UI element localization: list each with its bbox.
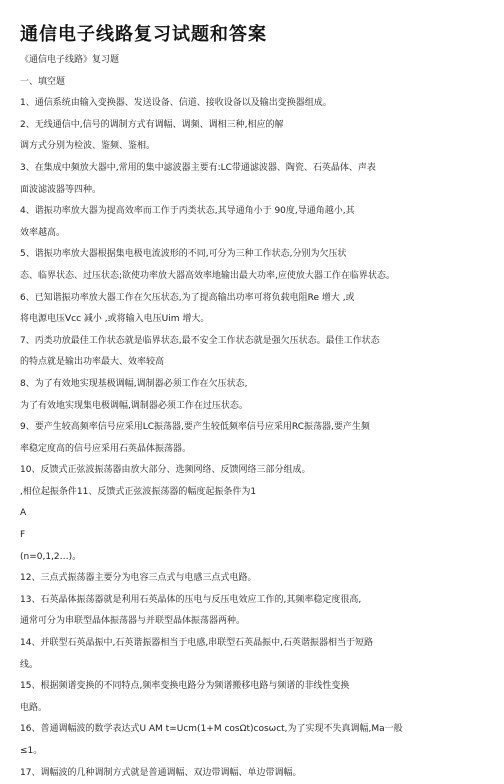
text-line: 率稳定度高的信号应采用石英晶体振荡器。 <box>20 443 192 454</box>
document-body <box>20 50 490 784</box>
text-line: 13、石英晶体振荡器就是利用石英晶体的压电与反压电效应工作的,其频率稳定度很高, <box>20 594 362 605</box>
text-line: 6、已知谐振功率放大器工作在欠压状态,为了提高输出功率可将负载电阻Re 增大 ,或 <box>20 292 355 303</box>
text-line: ,相位起振条件11、反馈式正弦波振荡器的幅度起振条件为1 <box>20 486 257 497</box>
text-line: 10、反馈式正弦波振荡器由放大部分、选频网络、反馈网络三部分组成。 <box>20 465 311 476</box>
text-line: 一、填空题 <box>20 76 66 87</box>
text-line: 7、丙类功放最佳工作状态就是临界状态,最不安全工作状态就是强欠压状态。最佳工作状态 <box>20 335 380 346</box>
text-line: 4、谐振功率放大器为提高效率而工作于丙类状态,其导通角小于 90度,导通角越小,其 <box>20 206 355 217</box>
text-line: 为了有效地实现集电极调幅,调制器必须工作在过压状态。 <box>20 400 248 411</box>
text-line: 16、普通调幅波的数学表达式U AM t=Ucm(1+M cosΩt)cosωct,为了实现不失真调幅,Ma一般 <box>20 724 403 735</box>
text-line: 态、临界状态、过压状态;欲使功率放大器高效率地输出最大功率,应使放大器工作在临界状态。 <box>20 270 395 281</box>
text-line: 面波滤波器等四种。 <box>20 184 102 195</box>
text-line: 线。 <box>20 659 39 670</box>
text-line: 效率越高。 <box>20 227 66 238</box>
text-line: 电路。 <box>20 702 48 713</box>
text-line: 9、要产生较高频率信号应采用LC振荡器,要产生较低频率信号应采用RC振荡器,要产生频 <box>20 422 370 433</box>
text-line: 将电源电压Vcc 减小 ,或将输入电压Uim 增大。 <box>20 314 210 325</box>
text-line: 《通信电子线路》复习题 <box>20 55 120 65</box>
text-line: 8、为了有效地实现基极调幅,调制器必须工作在欠压状态, <box>20 378 248 389</box>
text-line: 2、无线通信中,信号的调制方式有调幅、调频、调相三种,相应的解 <box>20 119 284 130</box>
text-line: 的特点就是输出功率最大、效率较高 <box>20 357 165 368</box>
text-line: A <box>20 508 27 519</box>
text-line: 17、调幅波的几种调制方式就是普通调幅、双边带调幅、单边带调幅。 <box>20 767 302 778</box>
text-line: 15、根据频谱变换的不同特点,频率变换电路分为频谱搬移电路与频谱的非线性变换 <box>20 681 350 692</box>
text-line: (n=0,1,2…)。 <box>20 551 82 562</box>
text-line: 1、通信系统由输入变换器、发送设备、信道、接收设备以及输出变换器组成。 <box>20 98 332 109</box>
text-line: 通常可分为串联型晶体振荡器与并联型晶体振荡器两种。 <box>20 616 246 627</box>
text-line: 14、并联型石英晶振中,石英谐振器相当于电感,串联型石英晶振中,石英谐振器相当于短路 <box>20 638 374 649</box>
text-line: 5、谐振功率放大器根据集电极电流波形的不同,可分为三种工作状态,分别为欠压状 <box>20 249 347 260</box>
text-line: 调方式分别为检波、鉴频、鉴相。 <box>20 141 156 152</box>
page-title: 通信电子线路复习试题和答案 <box>20 24 267 45</box>
text-line: F <box>20 530 26 541</box>
text-line: 3、在集成中频放大器中,常用的集中滤波器主要有:LC带通滤波器、陶瓷、石英晶体、声表 <box>20 162 376 173</box>
text-line: ≤1。 <box>20 746 43 756</box>
text-line: 12、三点式振荡器主要分为电容三点式与电感三点式电路。 <box>20 573 257 584</box>
